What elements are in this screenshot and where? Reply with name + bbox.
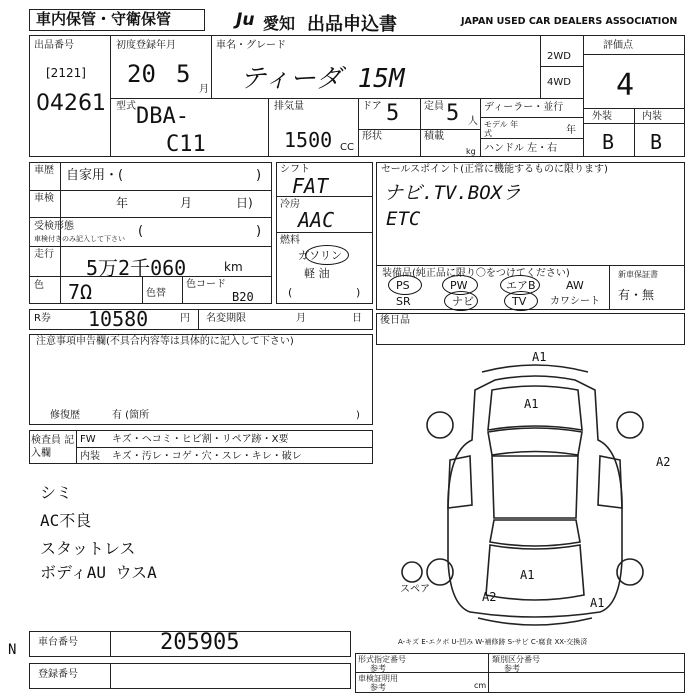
dealer-handle: ハンドル 左・右 xyxy=(484,143,558,154)
recycle-unit: 円 xyxy=(180,313,190,324)
selling-points-line1: ナビ.TV.BOXラ xyxy=(384,182,522,204)
front-bumper xyxy=(482,365,588,372)
model-name-label: 車名・グレード xyxy=(216,40,286,51)
equipment-pw: PW xyxy=(450,279,468,292)
shift-value: FAT xyxy=(292,174,329,198)
spare-label: スペア xyxy=(400,584,430,595)
color-tone-label: 色替 xyxy=(146,288,166,299)
repair-close: ) xyxy=(356,410,360,421)
shift-label: シフト xyxy=(280,164,310,175)
lot-sub-number: [2121] xyxy=(46,66,86,80)
equipment-tv: TV xyxy=(512,295,527,308)
capacity-label: 定員 xyxy=(424,101,444,112)
class-number-ref: 参考 xyxy=(504,664,520,673)
storage-label: 車内保管・守衛保管 xyxy=(36,10,172,28)
form-title: 出品申込書 xyxy=(307,14,397,35)
dealer-label: ディーラー・並行 xyxy=(484,102,564,113)
association-name: JAPAN USED CAR DEALERS ASSOCIATION xyxy=(461,16,678,27)
displacement-value: 1500 xyxy=(284,128,333,152)
equipment-ps: PS xyxy=(396,279,410,292)
note-line-4: ボディAU ウスA xyxy=(40,563,157,582)
equipment-navi: ナビ xyxy=(452,295,474,308)
designation-ref: 参考 xyxy=(370,664,386,673)
inspector-label: 検査員 記入欄 xyxy=(31,435,75,459)
lot-number: 04261 xyxy=(36,91,106,116)
acceptance-close: ) xyxy=(256,224,262,239)
doors-value: 5 xyxy=(386,101,400,126)
lot-label: 出品番号 xyxy=(34,40,74,51)
notes-box xyxy=(29,334,373,425)
ps-circle xyxy=(388,275,422,295)
shape-label: 形状 xyxy=(362,131,382,142)
equipment-sr: SR xyxy=(396,295,411,308)
dealer-year-unit: 年 xyxy=(566,125,576,136)
ju-logo: Ju xyxy=(236,10,255,30)
fuel-gasoline: ガソリン xyxy=(298,249,342,262)
type-line1: DBA- xyxy=(136,104,189,129)
color-label: 色 xyxy=(34,280,44,291)
damage-mark-3: A2 xyxy=(656,455,671,469)
wheel-front-right xyxy=(617,412,643,438)
recycle-label: R券 xyxy=(34,313,51,324)
fuel-label: 燃料 xyxy=(280,235,300,246)
car-roof xyxy=(492,456,578,518)
capacity-unit: 人 xyxy=(468,116,478,127)
repair-label: 修復歴 xyxy=(50,410,80,421)
exterior-label: 外装 xyxy=(592,111,612,122)
right-front-door xyxy=(598,456,622,508)
class-number-label: 類別区分番号 xyxy=(492,655,540,664)
notes-label: 注意事項申告欄(不具合内容等は具体的に記入して下さい) xyxy=(36,336,294,347)
doors-label: ドア xyxy=(362,101,382,112)
displacement-unit: CC xyxy=(340,142,354,153)
recycle-row xyxy=(29,309,373,330)
exterior-grade: B xyxy=(602,130,615,154)
car-diagram xyxy=(400,350,670,640)
registration-month: 5 xyxy=(176,60,191,88)
history-close: ) xyxy=(256,168,262,183)
middle-left xyxy=(29,162,272,304)
grade-label: 評価点 xyxy=(603,40,633,51)
type-line2: C11 xyxy=(166,132,206,157)
spare-wheel xyxy=(402,562,422,582)
capacity-value: 5 xyxy=(446,101,460,126)
cert-label: 車検証明用 xyxy=(358,674,398,683)
navi-circle xyxy=(444,291,478,311)
grade-value: 4 xyxy=(616,68,635,103)
fw-items: キズ・ヘコミ・ヒビ割・リペア跡・X要 xyxy=(112,434,289,445)
warranty-value: 有・無 xyxy=(618,288,655,302)
chassis-value: 205905 xyxy=(160,630,240,655)
dealer-model-year: モデル 年式 xyxy=(484,120,519,138)
name-change-label: 名変期限 xyxy=(206,313,246,324)
damage-mark-5: A1 xyxy=(520,568,535,582)
history-value: 自家用・( xyxy=(66,168,124,183)
aircon-label: 冷房 xyxy=(280,199,300,210)
inspection-year: 年 xyxy=(116,196,129,210)
car-trunk xyxy=(486,545,584,600)
selling-points-label: セールスポイント(正常に機能するものに限ります) xyxy=(381,164,608,175)
designation-label: 形式指定番号 xyxy=(358,655,406,664)
rear-box xyxy=(376,313,685,345)
car-rear-window xyxy=(490,520,580,546)
drive-2wd: 2WD xyxy=(547,51,571,62)
repair-value: 有 (箇所 xyxy=(112,410,150,421)
inspection-month: 月 xyxy=(180,196,193,210)
acceptance-paren: ( xyxy=(138,224,144,239)
registration-label: 初度登録年月 xyxy=(116,40,176,51)
color-code-label: 色コード xyxy=(186,279,226,290)
wheel-front-left xyxy=(427,412,453,438)
fuel-diesel: 軽 油 xyxy=(304,267,330,280)
displacement-label: 排気量 xyxy=(274,101,304,112)
inspection-label: 車検 xyxy=(34,193,54,204)
fuel-paren: ( xyxy=(288,286,293,299)
corner-mark: N xyxy=(8,642,17,658)
cert-ref: 参考 xyxy=(370,683,386,692)
note-line-1: シミ xyxy=(40,483,73,502)
cert-cm: cm xyxy=(474,681,487,690)
left-front-door xyxy=(448,456,472,508)
car-windshield xyxy=(488,428,582,455)
equipment-airbag: エアB xyxy=(506,279,536,292)
damage-mark-1: A1 xyxy=(532,350,547,364)
damage-mark-6: A1 xyxy=(590,596,605,610)
damage-mark-4: A2 xyxy=(482,590,497,604)
history-label: 車歴 xyxy=(34,165,54,176)
equipment-label: 装備品(純正品に限り〇をつけてください) xyxy=(382,268,570,279)
in-label: 内装 xyxy=(80,451,100,462)
recycle-value: 10580 xyxy=(88,307,149,331)
load-unit: kg xyxy=(466,147,476,156)
color-code: B20 xyxy=(232,290,254,304)
in-items: キズ・汚レ・コゲ・穴・スレ・キレ・破レ xyxy=(112,451,302,462)
fuel-gasoline-circle xyxy=(305,245,349,265)
mileage-value: 5万2千060 xyxy=(86,256,187,280)
logo-text: 愛知 xyxy=(263,14,296,33)
aircon-value: AAC xyxy=(298,208,335,232)
color-value: 7Ω xyxy=(68,280,93,304)
tv-circle xyxy=(504,291,538,311)
damage-mark-2: A1 xyxy=(524,397,539,411)
mileage-unit: km xyxy=(224,260,243,274)
car-body-outline xyxy=(448,376,622,617)
acceptance-note: 車検付きのみ記入して下さい xyxy=(34,235,125,243)
drive-4wd: 4WD xyxy=(547,77,571,88)
rear-seat-label: 後日品 xyxy=(380,315,410,326)
load-label: 積載 xyxy=(424,131,444,142)
type-label: 型式 xyxy=(116,101,136,112)
name-change-month: 月 xyxy=(296,313,306,324)
note-line-2: AC不良 xyxy=(40,511,92,530)
note-line-3: スタットレス xyxy=(40,539,136,558)
mileage-label: 走行 xyxy=(34,249,54,260)
interior-label: 内装 xyxy=(642,111,662,122)
fw-label: FW xyxy=(80,434,96,445)
reg-number-label: 登録番号 xyxy=(38,669,78,680)
interior-grade: B xyxy=(650,130,663,154)
acceptance-label: 受検形態 xyxy=(34,221,74,232)
name-change-day: 日 xyxy=(352,313,362,324)
warranty-label: 新車保証書 xyxy=(618,270,658,279)
inspection-day: 日) xyxy=(236,196,253,210)
model-name-value: ティーダ 15M xyxy=(240,64,405,94)
registration-year: 20 xyxy=(127,60,156,88)
chassis-label: 車台番号 xyxy=(38,637,78,648)
selling-points-line2: ETC xyxy=(386,208,421,230)
legend: A-キズ E-エクボ U-凹み W-補修跡 S-サビ C-腐食 XX-交換済 xyxy=(398,638,588,646)
equipment-seat: カワシート xyxy=(550,296,600,307)
rear-bumper xyxy=(478,618,592,625)
equipment-aw: AW xyxy=(566,279,584,292)
registration-month-unit: 月 xyxy=(199,84,209,95)
fuel-close: ) xyxy=(356,286,361,299)
